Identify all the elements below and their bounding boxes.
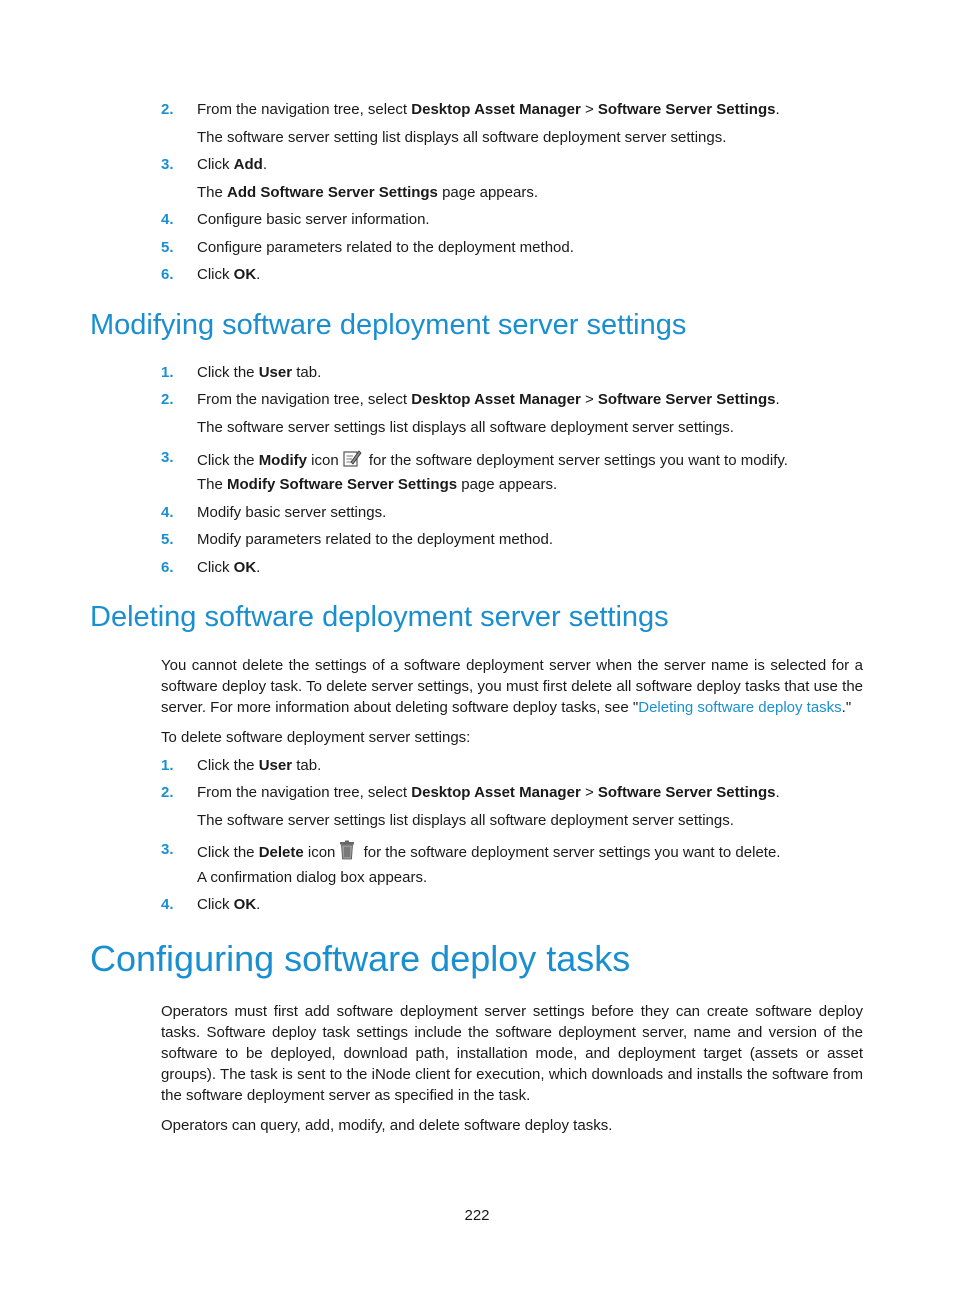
add-label: Add [233,156,263,173]
step-note: The software server setting list displays all software deployment server settings. [197,129,727,146]
nav-path-desktop-asset-manager: Desktop Asset Manager [411,101,581,118]
deleting-tasks-link[interactable]: Deleting software deploy tasks [638,699,842,716]
step-note: The software server settings list displays all software deployment server settings. [197,419,734,436]
section-heading-delete: Deleting software deployment server settings [90,601,669,633]
intro-paragraph: You cannot delete the settings of a software deployment server when the server name is selected for a software deploy task. To delete server settings, you must first delete all software deploy tasks that use the server. For more information about deleting software deploy tasks, see "Deleting software deploy tasks." [161,657,863,716]
chapter-heading: Configuring software deploy tasks [90,938,631,979]
trash-icon [338,840,356,866]
edit-icon [342,448,362,474]
step-note: The Add Software Server Settings page appears. [197,184,538,201]
nav-path-software-server-settings: Software Server Settings [597,101,776,118]
body-paragraph: Operators can query, add, modify, and delete software deploy tasks. [161,1117,613,1134]
step-note: The Modify Software Server Settings page appears. [197,476,558,493]
document-page: 2. From the navigation tree, select Desktop Asset Manager > Software Server Settings. The software server setting list displays all software deployment server settings. 3. Click Add. The Add Software Server Settings page appears. 4. Configure basic server information. 5. Configure parameters related to the deployment method. 6. Click OK. Modifying software deployment server settings 1. Click the User tab. 2. From the navigation tree, select Desktop Asset Manager > Software Server Settings. The software server settings list displays all software deployment server settings. 3. Click the Modify icon for the software deployment server settings you want to modify. The Modify Software Server Settings page appears. 4. Modify basic server settings. 5. Modify parameters related to the deployment method. 6. Click OK. Deleting software deployment server settings You cannot delete the settings of a software deployment server when the server name is selected for a software deploy task. To delete server settings, you must first delete all software deploy tasks that use the server. For more information about deleting software deploy tasks, see "Deleting software deploy tasks." To delete software deployment server settings: 1. Click the User tab. 2. From the navigation tree, select Desktop Asset Manager > Software Server Settings. The software server settings list displays all software deployment server settings. 3. Click the Delete icon for the software deployment server settings you want to delete. A confirmation dialog box appears. 4. Click OK. Configuring software deploy tasks Operators must first add software deployment server settings before they can create software deploy tasks. Software deploy task settings include the software deployment server, name and version of the software to be deployed, download path, installation mode, and deployment target (assets or asset groups). The task is sent to the iNode client for execution, which downloads and installs the software from the software deployment server as specified in the task. Operators can query, add, modify, and delete software deploy tasks. 222 [0,0,954,1296]
page-number: 222 [464,1207,490,1224]
lead-text: To delete software deployment server settings: [161,729,471,746]
step-note: The software server settings list displays all software deployment server settings. [197,812,734,829]
step-number: 2. [161,101,174,118]
section-heading-modify: Modifying software deployment server settings [90,309,687,341]
body-paragraph: Operators must first add software deployment server settings before they can create software deploy tasks. Software deploy task settings include the software deployment server, name and version of the software to be deployed, download path, installation mode, and deployment target (assets or asset groups). The task is sent to the iNode client for execution, which downloads and installs the software from the software deployment server as specified in the task. [161,1003,863,1104]
step-note: A confirmation dialog box appears. [197,869,428,886]
